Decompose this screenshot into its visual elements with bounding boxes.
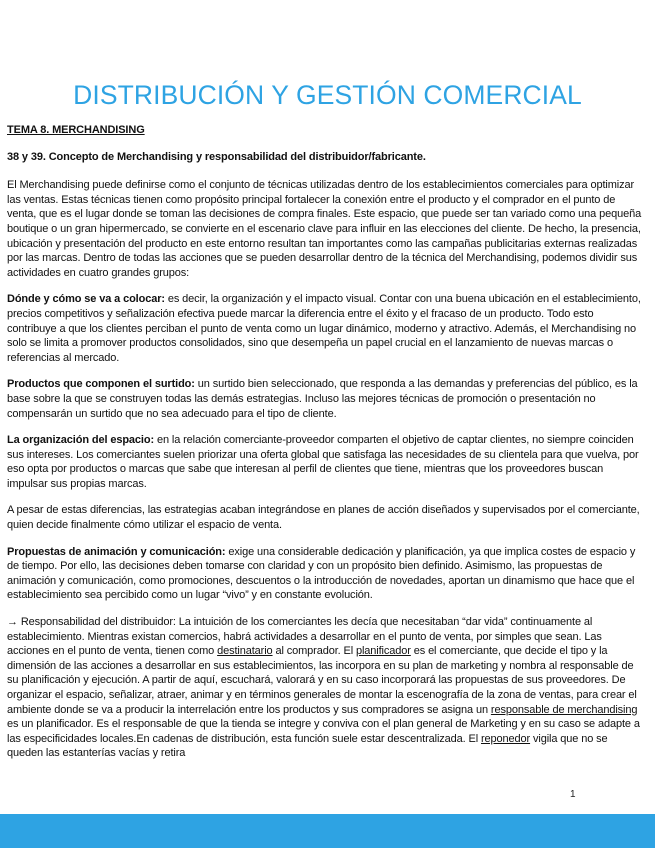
document-body [7,123,645,773]
responsibility-text-4: es un planificador. Es el responsable de que la tienda se integre y conviva con el plan general de Marketing y en su caso se adapte a las especificidades locales.En cadenas de distribución, esta función suele estar descentralizada. El [7,718,640,745]
footer-bar [0,814,655,848]
intro-paragraph: El Merchandising puede definirse como el conjunto de técnicas utilizadas dentro de los establecimientos comerciales para optimizar las ventas. Estas técnicas tienen como propósito principal fortalecer la conexión entre el producto y el comprador en el punto de venta, que es el lugar donde se toman las decisiones de compra finales. Este espacio, que puede ser tan variado como una pequeña boutique o un gran hipermercado, se convierte en el escenario clave para influir en las elecciones del cliente. De hecho, la presencia, ubicación y presentación del producto en este entorno resultan tan importantes como las campañas publicitarias externas realizadas por las marcas. Dentro de todas las acciones que se pueden desarrollar dentro de la técnica del Merchandising, podemos dividir sus actividades en cuatro grandes grupos: [7,179,642,279]
group-paragraph-placement [7,292,645,365]
group-text-placement: es decir, la organización y el impacto visual. Contar con una buena ubicación en el establecimiento, precios competitivos y señalización efectiva puede marcar la diferencia entre el éxito y el fracaso de un producto. Todo esto contribuye a que los clientes perciban el punto de venta como un lugar dinámico, moderno y atractivo. Además, el Merchandising no solo se limita a promover productos consolidados, sino que desempeña un papel crucial en el lanzamiento de nuevas marcas o referencias al mercado. [7,293,641,364]
middle-paragraph: A pesar de estas diferencias, las estrategias acaban integrándose en planes de acción diseñados y supervisados por el comerciante, quien decide finalmente cómo utilizar el espacio de venta. [7,504,640,532]
group-term-animation: Propuestas de animación y comunicación: [7,545,226,558]
document-title: DISTRIBUCIÓN Y GESTIÓN COMERCIAL [73,80,582,110]
group-term-assortment: Productos que componen el surtido: [7,378,195,391]
group-text-space: en la relación comerciante-proveedor comparten el objetivo de captar clientes, no siempre coinciden sus intereses. Los comerciantes suelen priorizar una oferta global que satisfaga las necesidades de su clientela para que vuelva, por eso opta por productos o marcas que sabe que interesan al perfil de clientes que tiene, mientras que los proveedores buscan impulsar sus propias marcas. [7,434,639,490]
group-paragraph-animation [7,545,645,603]
topic-heading: TEMA 8. MERCHANDISING [7,124,145,136]
responsibility-text-3: es el comerciante, que decide el tipo y la dimensión de las acciones a desarrollar en sus establecimientos, las incorpora en su plan de marketing y nombra al responsable de su planificación y ejecución. A partir de aquí, escuchará, valorará y en su caso incorporará las propuestas de sus proveedores. De organizar el espacio, señalizar, atraer, animar y en términos generales de montar la escenografía de la zona de ventas, para crear el ambiente donde se va a producir la interrelación entre los productos y sus compradores se asigna un [7,645,637,716]
underlined-term-destinatario: destinatario [217,645,273,658]
underlined-term-responsable: responsable de merchandising [490,703,638,716]
underlined-term-planificador: planificador [355,645,411,658]
responsibility-paragraph [7,615,645,761]
group-term-placement: Dónde y cómo se va a colocar: [7,293,165,306]
page-number: 1 [570,789,576,800]
responsibility-text-5: vigila que no se queden las estanterías vacías y retira [7,732,608,760]
group-paragraph-space [7,433,645,491]
section-heading: 38 y 39. Concepto de Merchandising y responsabilidad del distribuidor/fabricante. [7,150,426,163]
responsibility-text-2: al comprador. El [272,645,356,658]
underlined-term-reponedor: reponedor [481,732,531,745]
group-text-assortment: un surtido bien seleccionado, que responda a las demandas y preferencias del público, es la base sobre la que se construyen todas las demás estrategias. Incluso las mejores técnicas de promoción o presentación no compensarán un surtido que no sea adecuado para el tipo de cliente. [7,378,638,420]
group-text-animation: exige una considerable dedicación y planificación, ya que implica costes de espacio y de tiempo. Por ello, las decisiones deben tomarse con claridad y con un propósito bien definido. Asimismo, las propuestas de animación y comunicación, como promociones, descuentos o la introducción de novedades, aportan un dinamismo que hace que el establecimiento sea percibido como un lugar “vivo” y en constante evolución. [7,545,636,602]
group-paragraph-assortment [7,377,645,421]
responsibility-text-1: → Responsabilidad del distribuidor: La intuición de los comerciantes les decía que necesitaban “dar vida” continuamente al establecimiento. Mientras existan comercios, habrá actividades a desarrollar en el punto de venta, por simples que sean. Las acciones en el punto de venta, tienen como [7,616,602,658]
group-term-space: La organización del espacio: [7,434,155,447]
